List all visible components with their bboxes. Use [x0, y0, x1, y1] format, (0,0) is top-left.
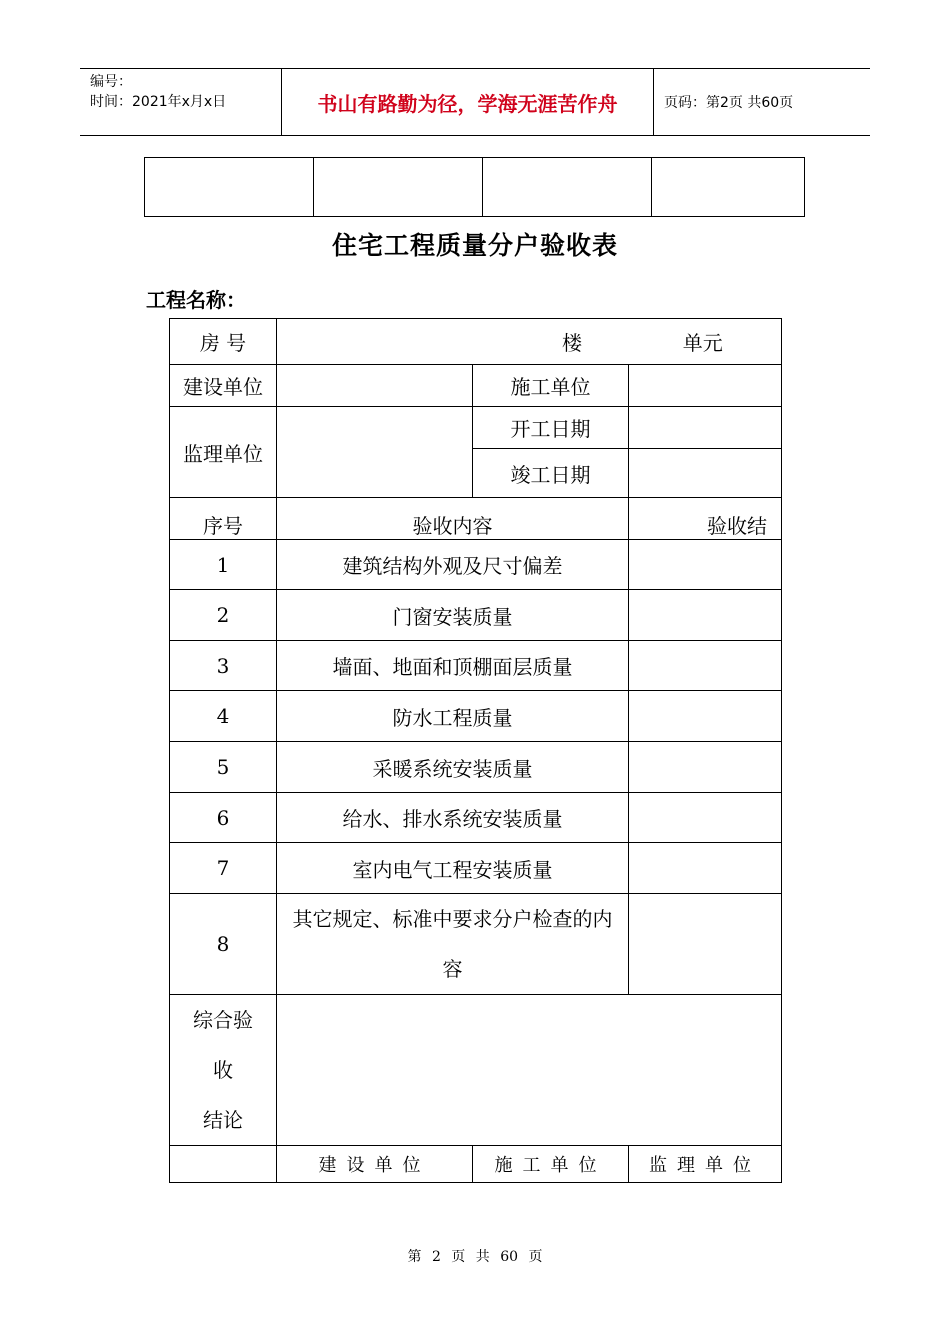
empty-cell [483, 158, 652, 217]
row-content: 给水、排水系统安装质量 [277, 793, 629, 843]
row-content: 防水工程质量 [277, 691, 629, 742]
row-result [629, 793, 782, 843]
table-row [170, 540, 782, 590]
row-result [629, 843, 782, 894]
supervisor-label: 监理单位 [170, 407, 277, 498]
col-content-header: 验收内容 [277, 498, 629, 540]
empty-cell [145, 158, 314, 217]
empty-cell [314, 158, 483, 217]
row-content: 墙面、地面和顶棚面层质量 [277, 641, 629, 691]
row-no: 6 [170, 793, 277, 843]
row-content: 室内电气工程安装质量 [277, 843, 629, 894]
building-label: 楼 [562, 331, 582, 355]
room-row [170, 319, 782, 365]
row-no: 3 [170, 641, 277, 691]
sign-builder: 建设单位 [277, 1146, 473, 1183]
conclusion-row [170, 995, 782, 1146]
row-result [629, 590, 782, 641]
page-header [80, 68, 870, 136]
header-meta [80, 69, 282, 135]
row-result [629, 742, 782, 793]
unit-label: 单元 [682, 331, 723, 355]
row-result [629, 641, 782, 691]
builder-label: 建设单位 [170, 365, 277, 407]
room-label: 房 号 [170, 319, 277, 365]
signature-row [170, 1146, 782, 1183]
conclusion-line1: 综合验 [193, 1008, 253, 1032]
table-row [170, 641, 782, 691]
row-content: 门窗安装质量 [277, 590, 629, 641]
room-value-cell [277, 319, 782, 365]
col-result-header: 验收结 [629, 498, 782, 540]
header-number: 编号： [90, 74, 132, 90]
empty-cell [652, 158, 805, 217]
builder-row [170, 365, 782, 407]
row-result [629, 691, 782, 742]
start-date-label: 开工日期 [473, 407, 629, 449]
header-time: 时间：2021年x月x日 [90, 94, 227, 110]
conclusion-value [277, 995, 782, 1146]
sign-supervisor: 监理单位 [629, 1146, 782, 1183]
table-row [170, 793, 782, 843]
finish-date-label: 竣工日期 [473, 449, 629, 498]
row-no: 8 [170, 894, 277, 995]
row-content-line1: 其它规定、标准中要求分户检查的内 [292, 907, 613, 931]
header-page-info: 页码：第2页 共60页 [664, 95, 794, 111]
start-date-row [170, 407, 782, 449]
empty-top-table [144, 157, 805, 217]
row-no: 7 [170, 843, 277, 894]
table-row [170, 691, 782, 742]
col-no-header: 序号 [170, 498, 277, 540]
page-footer: 第 2 页 共 60 页 [407, 1249, 543, 1265]
row-result [629, 540, 782, 590]
start-date-value [629, 407, 782, 449]
row-no: 4 [170, 691, 277, 742]
row-content: 建筑结构外观及尺寸偏差 [277, 540, 629, 590]
row-content [277, 894, 629, 995]
builder-value [277, 365, 473, 407]
finish-date-value [629, 449, 782, 498]
signature-empty [170, 1146, 277, 1183]
conclusion-line3: 结论 [203, 1108, 243, 1132]
header-motto: 书山有路勤为径，学海无涯苦作舟 [282, 69, 654, 135]
row-content-line2: 容 [442, 957, 463, 981]
conclusion-label [170, 995, 277, 1146]
row-no: 1 [170, 540, 277, 590]
row-no: 2 [170, 590, 277, 641]
sign-contractor: 施工单位 [473, 1146, 629, 1183]
acceptance-table [169, 318, 782, 1183]
table-row [170, 894, 782, 995]
page-title: 住宅工程质量分户验收表 [331, 231, 618, 260]
row-no: 5 [170, 742, 277, 793]
table-header-row [170, 498, 782, 540]
table-row [170, 590, 782, 641]
supervisor-value [277, 407, 473, 498]
row-content: 采暖系统安装质量 [277, 742, 629, 793]
row-result [629, 894, 782, 995]
table-row [170, 742, 782, 793]
contractor-value [629, 365, 782, 407]
contractor-label: 施工单位 [473, 365, 629, 407]
table-row [170, 843, 782, 894]
project-name-label: 工程名称： [146, 288, 246, 312]
conclusion-line2: 收 [213, 1058, 233, 1082]
